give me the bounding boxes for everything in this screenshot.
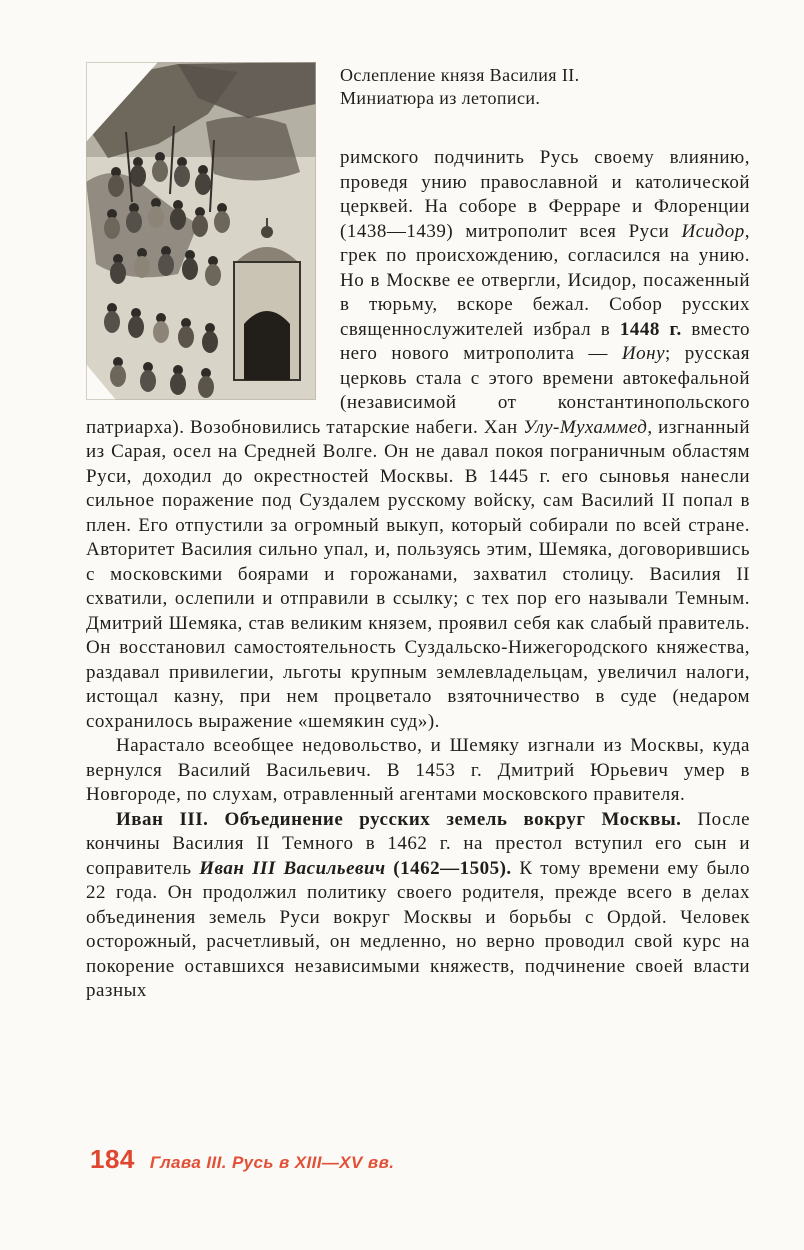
page-content [86, 60, 750, 1004]
miniature-illustration [86, 62, 316, 400]
paragraph-shemyaka-exile: Нарастало всеобщее недовольство, и Шемяку изгнали из Москвы, куда вернулся Василий Васильевич. В 1453 г. Дмитрий Юрьевич умер в Новгороде, по слухам, отравленный агентами московского правителя. [86, 735, 750, 805]
caption-line-1: Ослепление князя Василия II. [340, 65, 580, 85]
caption-line-2: Миниатюра из летописи. [340, 88, 541, 108]
paragraph-union-and-shemyaka: римского подчинить Русь своему влиянию, проведя унию православной и католической церквей. На соборе в Ферраре и Флоренции (1438—1439) митрополит всея Руси Исидор, грек по происхождению, согласился на унию. Но в Москве ее отвергли, Исидор, посаженный в тюрьму, вскоре бежал. Собор русских священнослужителей избрал в 1448 г. вместо него нового митрополита — Иону; русская церковь стала с этого времени автокефальной (независимой от константинопольского патриарха). Возобновились татарские набеги. Хан Улу-Мухаммед, изгнанный из Сарая, осел на Средней Волге. Он не давал покоя пограничным областям Руси, доходил до окрестностей Москвы. В 1445 г. его сыновья нанесли сильное поражение под Суздалем русскому войску, сам Василий II попал в плен. Его отпустили за огромный выкуп, который собирали по всей стране. Авторитет Василия сильно упал, и, пользуясь этим, Шемяка, договорившись с московскими боярами и горожанами, захватил столицу. Василия II схватили, ослепили и отправили в ссылку; с тех пор его называли Темным. Дмитрий Шемяка, став великим князем, проявил себя как слабый правитель. Он восстановил самостоятельность Суздальско-Нижегородского княжества, раздавал привилегии, льготы крупным землевладельцам, увеличил налоги, истощал казну, при нем процветало взяточничество в суде (недаром сохранилось выражение «шемякин суд»). [86, 147, 751, 732]
miniature-image [86, 62, 316, 400]
paragraph-ivan-iii: Иван III. Объединение русских земель вокруг Москвы. После кончины Василия II Темного в 1462 г. на престол вступил его сын и соправитель Иван III Васильевич (1462—1505). К тому времени ему было 22 года. Он продолжил политику своего родителя, прежде всего в делах объединения земель Руси вокруг Москвы и борьбы с Ордой. Человек осторожный, расчетливый, он медленно, но верно проводил свой курс на покорение оставшихся независимыми княжеств, подчинение своей власти разных [86, 808, 751, 1001]
page-number: 184 [90, 1144, 135, 1174]
chapter-title: Глава III. Русь в XIII—XV вв. [149, 1153, 395, 1172]
page-footer [90, 1144, 394, 1175]
